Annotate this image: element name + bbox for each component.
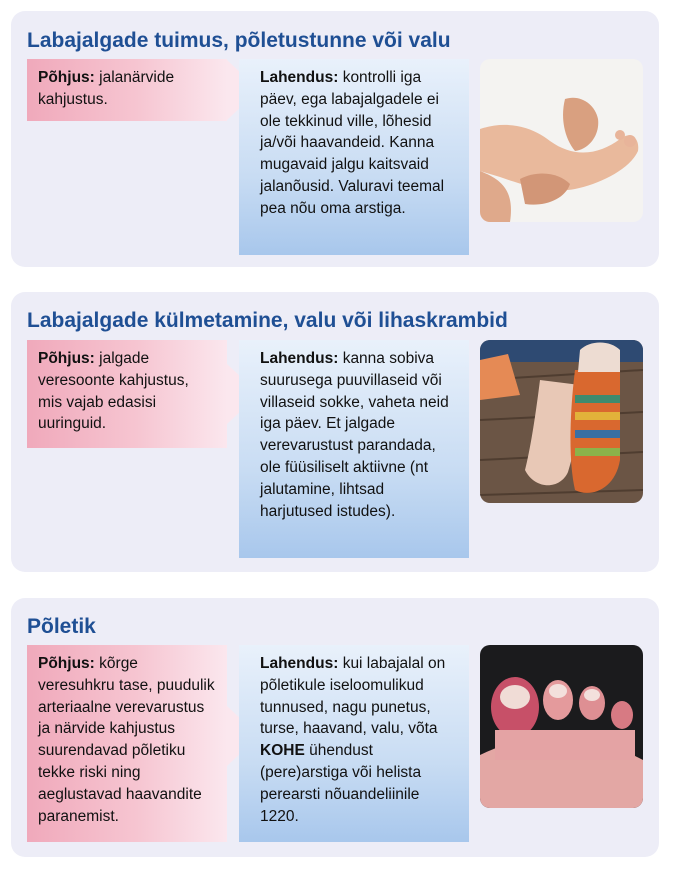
cause-text-2: jalgade veresoonte kahjustus, mis vajab edasisi uuringuid. <box>38 350 189 433</box>
solution-emph-3: KOHE <box>260 742 305 760</box>
section-title-1: Labajalgade tuimus, põletustunne või valu <box>27 29 451 52</box>
section-card-1 <box>11 11 659 267</box>
solution-box-2: Lahendus: kanna sobiva suurusega puuvillaseid või villaseid sokke, vaheta neid iga päev. Et jalgade verevarustust parandada, ole füüsiliselt aktiivne (nt jalutamine, lihtsad harjutused istudes). <box>239 340 469 558</box>
cause-box-3: Põhjus: kõrge veresuhkru tase, puudulik arteriaalne verevarustus ja närvide kahjustus suurendavad põletiku tekke riski ning aeglustavad haavandite paranemist. <box>27 645 227 842</box>
cause-text-3: kõrge veresuhkru tase, puudulik arteriaalne verevarustus ja närvide kahjustus suurendavad põletiku tekke riski ning aeglustavad haavandite paranemist. <box>38 655 215 825</box>
solution-box-1: Lahendus: kontrolli iga päev, ega labajalgadele ei ole tekkinud ville, lõhesid ja/või haavandeid. Kanna mugavaid jalgu kaitsvaid jalanõusid. Valuravi teemal pea nõu oma arstiga. <box>239 59 469 255</box>
section-card-3 <box>11 598 659 857</box>
solution-text-3-post: ühendust (pere)arstiga või helista perearsti nõuandeliinile 1220. <box>260 742 422 825</box>
solution-text-3-pre: kui labajalal on põletikule iseloomulikud tunnused, nagu punetus, turse, haavand, valu, võta <box>260 655 446 738</box>
cause-label-1: Põhjus <box>38 69 90 86</box>
solution-label-1: Lahendus <box>260 69 334 86</box>
solution-label-3: Lahendus <box>260 655 334 672</box>
foot-massage-photo-icon <box>480 59 643 222</box>
solution-label-2: Lahendus <box>260 350 334 367</box>
section-title-3: Põletik <box>27 615 96 638</box>
cause-text-1: jalanärvide kahjustus. <box>38 69 175 108</box>
cause-box-2: Põhjus: jalgade veresoonte kahjustus, mis vajab edasisi uuringuid. <box>27 340 227 448</box>
cause-label-2: Põhjus <box>38 350 90 367</box>
wool-sock-photo-icon <box>480 340 643 503</box>
section-title-2: Labajalgade külmetamine, valu või lihaskrambid <box>27 309 508 332</box>
solution-text-1: kontrolli iga päev, ega labajalgadele ei ole tekkinud ville, lõhesid ja/või haavandeid. Kanna mugavaid jalgu kaitsvaid jalanõusid. Valuravi teemal pea nõu oma arstiga. <box>260 69 445 217</box>
inflamed-toes-photo-icon <box>480 645 643 808</box>
solution-box-3: Lahendus: kui labajalal on põletikule iseloomulikud tunnused, nagu punetus, turse, haavand, valu, võta KOHE ühendust (pere)arstiga või helista perearsti nõuandeliinile 1220. <box>239 645 469 842</box>
solution-text-2: kanna sobiva suurusega puuvillaseid või villaseid sokke, vaheta neid iga päev. Et jalgade verevarustust parandada, ole füüsiliselt aktiivne (nt jalutamine, lihtsad harjutused istudes). <box>260 350 449 520</box>
cause-label-3: Põhjus <box>38 655 90 672</box>
section-card-2 <box>11 292 659 572</box>
cause-box-1: Põhjus: jalanärvide kahjustus. <box>27 59 227 121</box>
